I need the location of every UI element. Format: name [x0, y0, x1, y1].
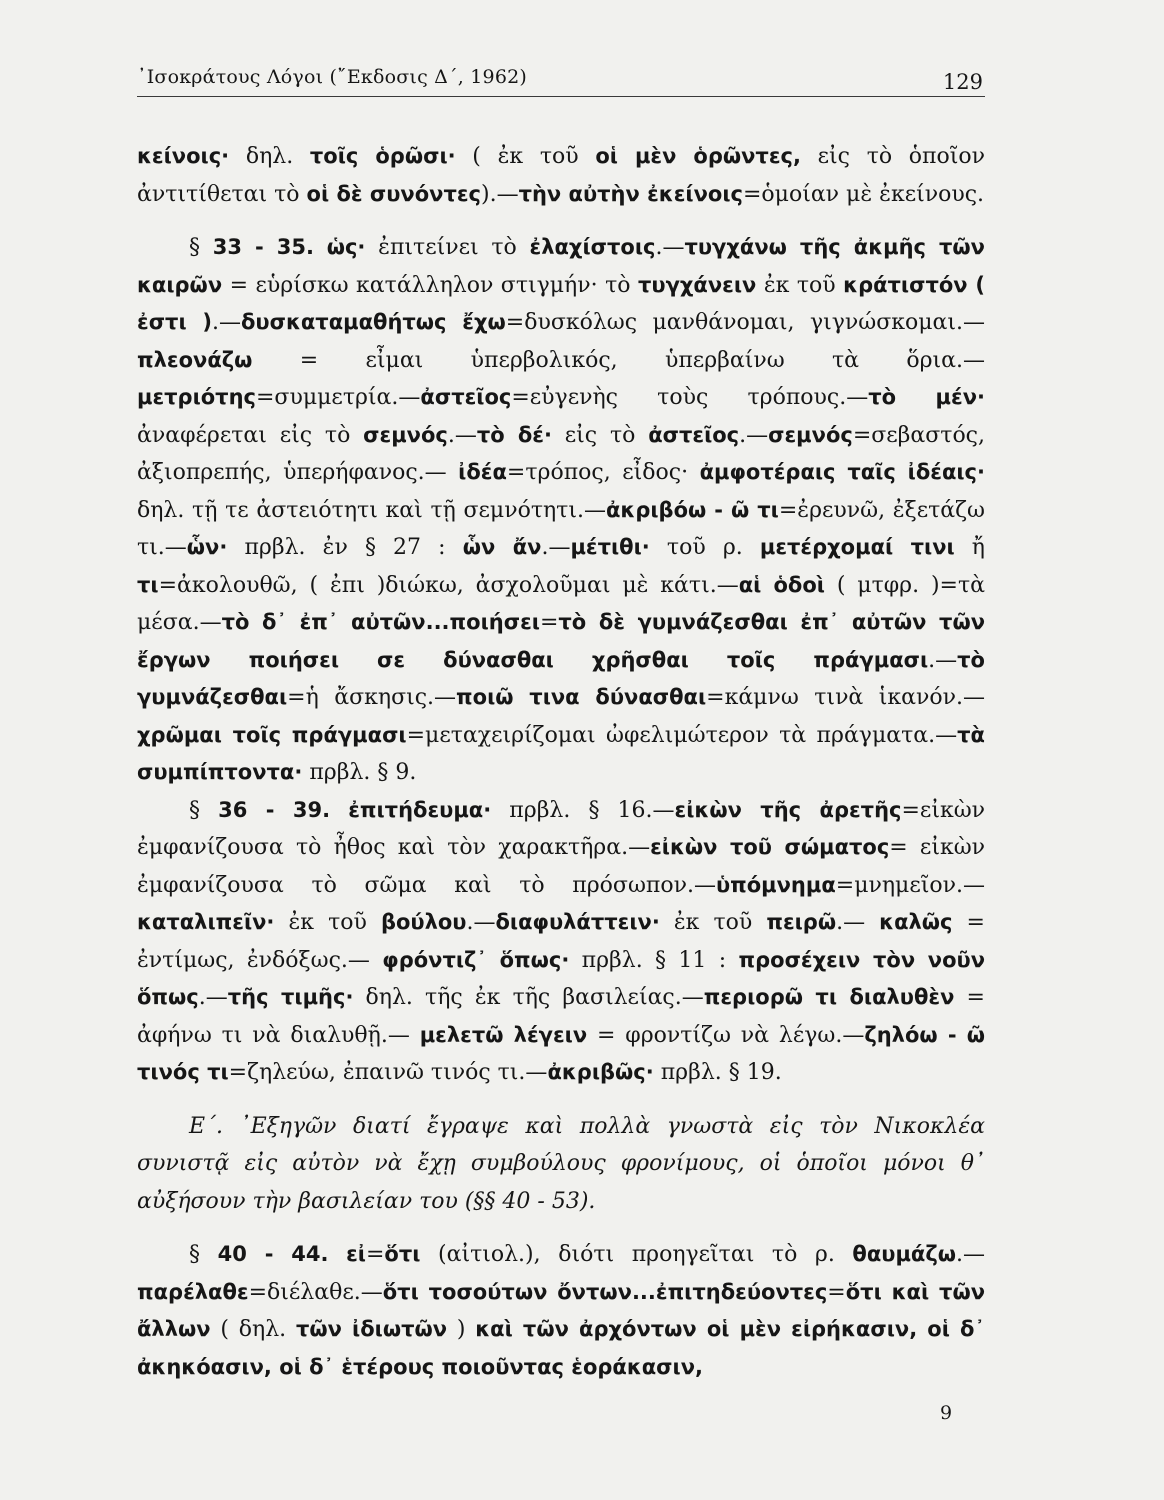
bold-term: σεμνός	[363, 422, 448, 447]
text-run: =	[365, 1242, 385, 1267]
text-run: .—	[956, 1242, 985, 1267]
text-run: =	[827, 1279, 846, 1305]
text-run: ἐκ τοῦ	[756, 272, 844, 298]
paragraph-section-40-44	[137, 1236, 985, 1386]
bold-term: ζηλόω - ῶ τινός τι	[137, 1022, 985, 1084]
page-body	[137, 138, 985, 1386]
text-run: πρβλ. § 11 :	[569, 947, 739, 973]
text-run: =ὁμοίαν μὲ ἐκείνους.	[742, 181, 985, 207]
text-run: πρβλ. ἐν § 27 :	[227, 535, 463, 560]
bold-term: ἀστεῖος	[420, 385, 512, 409]
text-run: δηλ. τῆς ἐκ τῆς βασιλείας.—	[353, 985, 704, 1010]
bold-term: χρῶμαι τοῖς πράγμασι	[137, 722, 407, 747]
text-run: =τρόπος, εἶδος·	[506, 460, 700, 485]
bold-term: ἀμφοτέραις ταῖς ἰδέαις·	[699, 460, 985, 484]
bold-term: εἰκὼν τοῦ σώματος	[650, 835, 890, 859]
header-title: ᾿Ισοκράτους Λόγοι (῎Εκδοσις Δ΄, 1962)	[137, 66, 528, 88]
text-run: ( δηλ.	[210, 1317, 296, 1342]
bold-term: οἱ μὲν ὁρῶντες,	[595, 144, 801, 168]
text-run: = φροντίζω νὰ λέγω.—	[587, 1022, 865, 1048]
bold-term: μετριότης	[137, 385, 256, 409]
bold-term: τοῖς ὁρῶσι·	[309, 144, 456, 168]
bold-term: τυγχάνω τῆς ἀκμῆς τῶν καιρῶν	[137, 235, 985, 297]
text-run: = εἰκὼν ἐμφανίζουσα τὸ σῶμα καὶ τὸ πρόσωπον.—	[137, 835, 986, 898]
bold-term: εἰ	[346, 1242, 366, 1266]
text-run: .—	[836, 910, 880, 935]
bold-term: θαυμάζω	[852, 1242, 956, 1266]
bold-term: καταλιπεῖν·	[137, 910, 275, 934]
text-run: )	[447, 1317, 476, 1342]
text-run	[314, 235, 327, 260]
text-run: .—	[466, 910, 496, 935]
text-run: ἤ	[954, 535, 985, 560]
text-run: = εἶμαι ὑπερβολικός, ὑπερβαίνω τὰ ὅρια.—	[252, 347, 985, 373]
page-number: 129	[942, 70, 983, 94]
bold-term: οἱ δὲ συνόντες	[306, 181, 481, 206]
text-run: §	[189, 235, 213, 260]
text-run: .—	[928, 647, 958, 673]
bold-term: ἐλαχίστοις	[529, 235, 656, 259]
bold-term: τὰ συμπίπτοντα·	[137, 722, 985, 784]
bold-term: τῆς τιμῆς·	[227, 985, 354, 1009]
text-run: ( μτφρ. )=τὰ μέσα.—	[137, 572, 986, 635]
text-run: πρβλ. § 19.	[653, 1060, 782, 1085]
bold-term: ἐπιτήδευμα·	[348, 797, 492, 822]
bold-term: τῶν ἰδιωτῶν	[295, 1317, 448, 1341]
text-run: εἰς τὸ	[551, 422, 649, 448]
text-run: .—	[198, 985, 228, 1010]
text-run: ἐπιτείνει τὸ	[365, 235, 530, 260]
text-run: =	[539, 610, 559, 635]
text-run: .—	[655, 235, 685, 260]
bold-term: ὑπόμνημα	[715, 872, 836, 897]
text-run: πρβλ. § 9.	[302, 760, 417, 785]
text-run: .—	[541, 535, 571, 560]
bold-term: ὡς·	[326, 235, 366, 259]
signature-mark: 9	[940, 1402, 953, 1424]
bold-term: ὧν ἄν	[462, 535, 542, 559]
text-run: δηλ. τῇ τε ἀστειότητι καὶ τῇ σεμνότητι.—	[137, 497, 606, 523]
text-run: .—	[212, 310, 241, 335]
text-run: Ε΄. ᾿Εξηγῶν διατί ἔγραψε καὶ πολλὰ γνωστὰ εἰς τὸν Νικοκλέα συνιστᾷ εἰς αὐτὸν νὰ ἔχῃ συμβούλους φρονίμους, οἱ ὁποῖοι μόνοι θ᾿ αὐξήσουν τὴν βασιλείαν του (§§ 40 - 53).	[137, 1113, 985, 1214]
text-run: ἐκ τοῦ	[274, 910, 381, 935]
bold-term: ποιῶ τινα δύνασθαι	[456, 685, 707, 709]
bold-term: βούλου	[380, 910, 467, 934]
bold-term: τὸ δὲ γυμνάζεσθαι ἐπ᾿ αὐτῶν τῶν ἔργων ποιήσει σε δύνασθαι χρῆσθαι τοῖς πράγμασι	[137, 610, 985, 672]
bold-term: τὸ δ᾿ ἐπ᾿ αὐτῶν...ποιήσει	[221, 610, 540, 634]
text-run: =ζηλεύω, ἐπαινῶ τινός τι.—	[228, 1060, 548, 1085]
text-run: =ἀκολουθῶ, ( ἐπι )διώκω, ἀσχολοῦμαι μὲ κάτι.—	[158, 572, 739, 598]
bold-term: κράτιστόν ( ἐστι )	[137, 272, 986, 334]
bold-term: τὸ δέ·	[476, 422, 552, 447]
bold-term: τὴν αὐτὴν ἐκείνοις	[518, 181, 743, 206]
text-run: = ἀφήνω τι νὰ διαλυθῇ.—	[137, 985, 985, 1048]
bold-term: προσέχειν τὸν νοῦν ὅπως	[137, 947, 986, 1009]
text-run: =δυσκόλως μανθάνομαι, γιγνώσκομαι.—	[505, 310, 985, 335]
bold-term: πειρῶ	[766, 910, 837, 934]
chapter-summary-e	[137, 1108, 985, 1221]
bold-term: παρέλαθε	[137, 1279, 249, 1304]
text-run	[329, 1242, 347, 1267]
text-run: =διέλαθε.—	[248, 1279, 383, 1305]
bold-term: κείνοις·	[137, 144, 230, 168]
bold-term: 36 - 39.	[218, 797, 331, 822]
bold-term: μέτιθι·	[570, 535, 650, 559]
bold-term: ὧν·	[186, 535, 228, 559]
bold-term: τὸ μέν·	[868, 385, 985, 409]
text-run: =ἐρευνῶ, ἐξετάζω τι.—	[137, 497, 985, 560]
bold-term: τυγχάνειν	[638, 272, 757, 297]
bold-term: δυσκαταμαθήτως ἔχω	[241, 310, 506, 334]
bold-term: περιορῶ τι διαλυθὲν	[703, 985, 955, 1009]
bold-term: τι	[137, 572, 159, 597]
bold-term: ἀκριβῶς·	[547, 1060, 654, 1084]
bold-term: μελετῶ λέγειν	[419, 1022, 588, 1047]
text-run: (αἰτιολ.), διότι προηγεῖται τὸ ρ.	[420, 1242, 853, 1267]
bold-term: φρόντιζ᾿ ὅπως·	[382, 947, 570, 972]
bold-term: ἀστεῖος	[648, 422, 740, 447]
text-run: =μεταχειρίζομαι ὠφελιμώτερον τὰ πράγματα.—	[406, 722, 958, 748]
text-run: πρβλ. § 16.—	[491, 797, 675, 823]
text-run: δηλ.	[229, 144, 310, 169]
bold-term: ὅτι καὶ τῶν ἄλλων	[137, 1279, 985, 1341]
bold-term: αἱ ὁδοὶ	[738, 572, 825, 597]
paragraph-section-33-35	[137, 229, 985, 792]
bold-term: ἰδέα	[458, 460, 507, 484]
text-run: εἰς τὸ ὁποῖον ἀντιτίθεται τὸ	[137, 144, 985, 207]
paragraph-1	[137, 138, 985, 213]
text-run: = ἐντίμως, ἐνδόξως.—	[137, 910, 985, 973]
text-run: τοῦ ρ.	[649, 535, 760, 560]
bold-term: ἀκριβόω - ῶ τι	[605, 497, 779, 522]
bold-term: καλῶς	[879, 910, 953, 934]
text-run: =συμμετρία.—	[256, 385, 421, 410]
text-run: .—	[447, 422, 477, 448]
bold-term: ὅτι	[384, 1242, 421, 1266]
text-run: =εἰκὼν ἐμφανίζουσα τὸ ἦθος καὶ τὸν χαρακτῆρα.—	[137, 797, 986, 860]
bold-term: σεμνός	[768, 422, 853, 447]
bold-term: τὸ γυμνάζεσθαι	[137, 647, 985, 709]
text-run: ).—	[481, 181, 519, 207]
text-run: =εὐγενὴς τοὺς τρόπους.—	[511, 385, 869, 410]
text-run: §	[189, 797, 219, 823]
text-run: = εὑρίσκω κατάλληλον στιγμήν· τὸ	[222, 272, 638, 298]
bold-term: εἰκὼν τῆς ἀρετῆς	[674, 797, 902, 822]
text-run	[330, 798, 348, 823]
text-run: .—	[739, 422, 769, 448]
text-run: =σεβαστός, ἀξιοπρεπής, ὑπερήφανος.—	[137, 422, 985, 485]
running-header	[137, 64, 985, 97]
bold-term: 40 - 44.	[217, 1242, 329, 1266]
bold-term: 33 - 35.	[212, 235, 314, 259]
text-run: =μνημεῖον.—	[835, 872, 985, 898]
text-run: §	[189, 1242, 218, 1267]
bold-term: μετέρχομαί τινι	[759, 535, 955, 559]
paragraph-section-36-39	[137, 792, 985, 1092]
text-run: =κάμνω τινὰ ἱκανόν.—	[706, 685, 985, 710]
text-run: ἀναφέρεται εἰς τὸ	[137, 422, 364, 448]
text-run: ( ἐκ τοῦ	[455, 144, 596, 169]
bold-term: καὶ τῶν ἀρχόντων οἱ μὲν εἰρήκασιν, οἱ δ᾿ ἀκηκόασιν, οἱ δ᾿ ἑτέρους ποιοῦντας ἑοράκασιν,	[137, 1317, 985, 1379]
text-run: ἐκ τοῦ	[659, 910, 767, 935]
bold-term: ὅτι τοσούτων ὄντων...ἐπιτηδεύοντες	[382, 1279, 828, 1304]
text-run: =ἡ ἄσκησις.—	[287, 685, 457, 710]
bold-term: διαφυλάττειν·	[495, 910, 660, 934]
bold-term: πλεονάζω	[137, 347, 253, 372]
